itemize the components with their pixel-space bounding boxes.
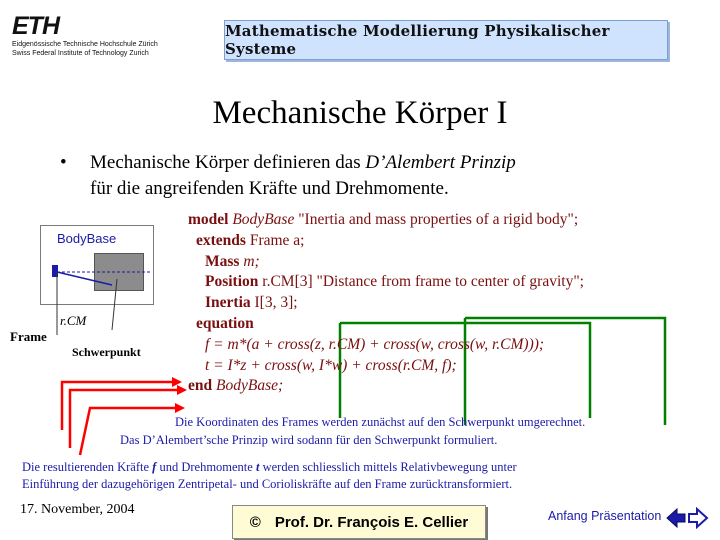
slide-title: Mechanische Körper I — [212, 95, 508, 131]
note-1: Die Koordinaten des Frames werden zunächst auf den Schwerpunkt umgerechnet. — [175, 415, 586, 429]
code-line-9: end BodyBase; — [188, 377, 284, 395]
code-line-7: f = m*(a + cross(z, r.CM) + cross(w, cross(w, r.CM))); — [205, 335, 545, 353]
copyright-icon: © — [249, 513, 261, 531]
author-name: Prof. Dr. François E. Cellier — [274, 513, 469, 531]
back-arrow-icon[interactable] — [667, 509, 685, 527]
bodybase-diagram — [0, 205, 180, 365]
schwerpunkt-label: Schwerpunkt — [72, 345, 141, 359]
bullet-text: Mechanische Körper definieren das D’Alembert Prinzip für die angreifenden Kräfte und Drehmomente. — [90, 152, 516, 199]
eth-subtitle-de: Eidgenössische Technische Hochschule Zürich — [12, 41, 158, 48]
eth-logo: ETH — [12, 12, 59, 40]
bodybase-label: BodyBase — [57, 231, 117, 246]
code-line-5: Inertia I[3, 3]; — [205, 294, 298, 312]
eth-subtitle-en: Swiss Federal Institute of Technology Zurich — [12, 50, 149, 57]
frame-label: Frame — [10, 329, 47, 344]
bullet-emphasis: D’Alembert Prinzip — [365, 152, 516, 173]
rcm-label: r.CM — [60, 313, 87, 328]
note-3: Die resultierenden Kräfte f und Drehmomente t werden schliesslich mittels Relativbewegung unter — [22, 460, 517, 474]
footer-date: 17. November, 2004 — [20, 502, 135, 517]
nav-arrows — [665, 507, 709, 529]
code-line-8: t = I*z + cross(w, I*w) + cross(r.CM, f); — [205, 356, 457, 374]
bullet-dot-icon: • — [60, 152, 67, 173]
code-line-3: Mass m; — [205, 252, 260, 270]
author-box — [232, 505, 486, 539]
code-line-1: model BodyBase "Inertia and mass properties of a rigid body"; — [188, 211, 579, 228]
code-line-2: extends Frame a; — [196, 231, 305, 249]
forward-arrow-icon[interactable] — [689, 509, 707, 527]
modelica-code — [188, 210, 584, 397]
code-line-6: equation — [196, 314, 254, 332]
start-presentation-link[interactable]: Anfang Präsentation — [548, 509, 662, 523]
course-banner-text: Mathematische Modellierung Physikalischer Systeme — [225, 22, 610, 58]
code-line-4: Position r.CM[3] "Distance from frame to center of gravity"; — [205, 273, 584, 291]
note-4: Einführung der dazugehörigen Zentripetal- und Corioliskräfte auf den Frame zurücktransformiert. — [22, 477, 513, 491]
note-2: Das D’Alembert’sche Prinzip wird sodann für den Schwerpunkt formuliert. — [120, 433, 498, 447]
